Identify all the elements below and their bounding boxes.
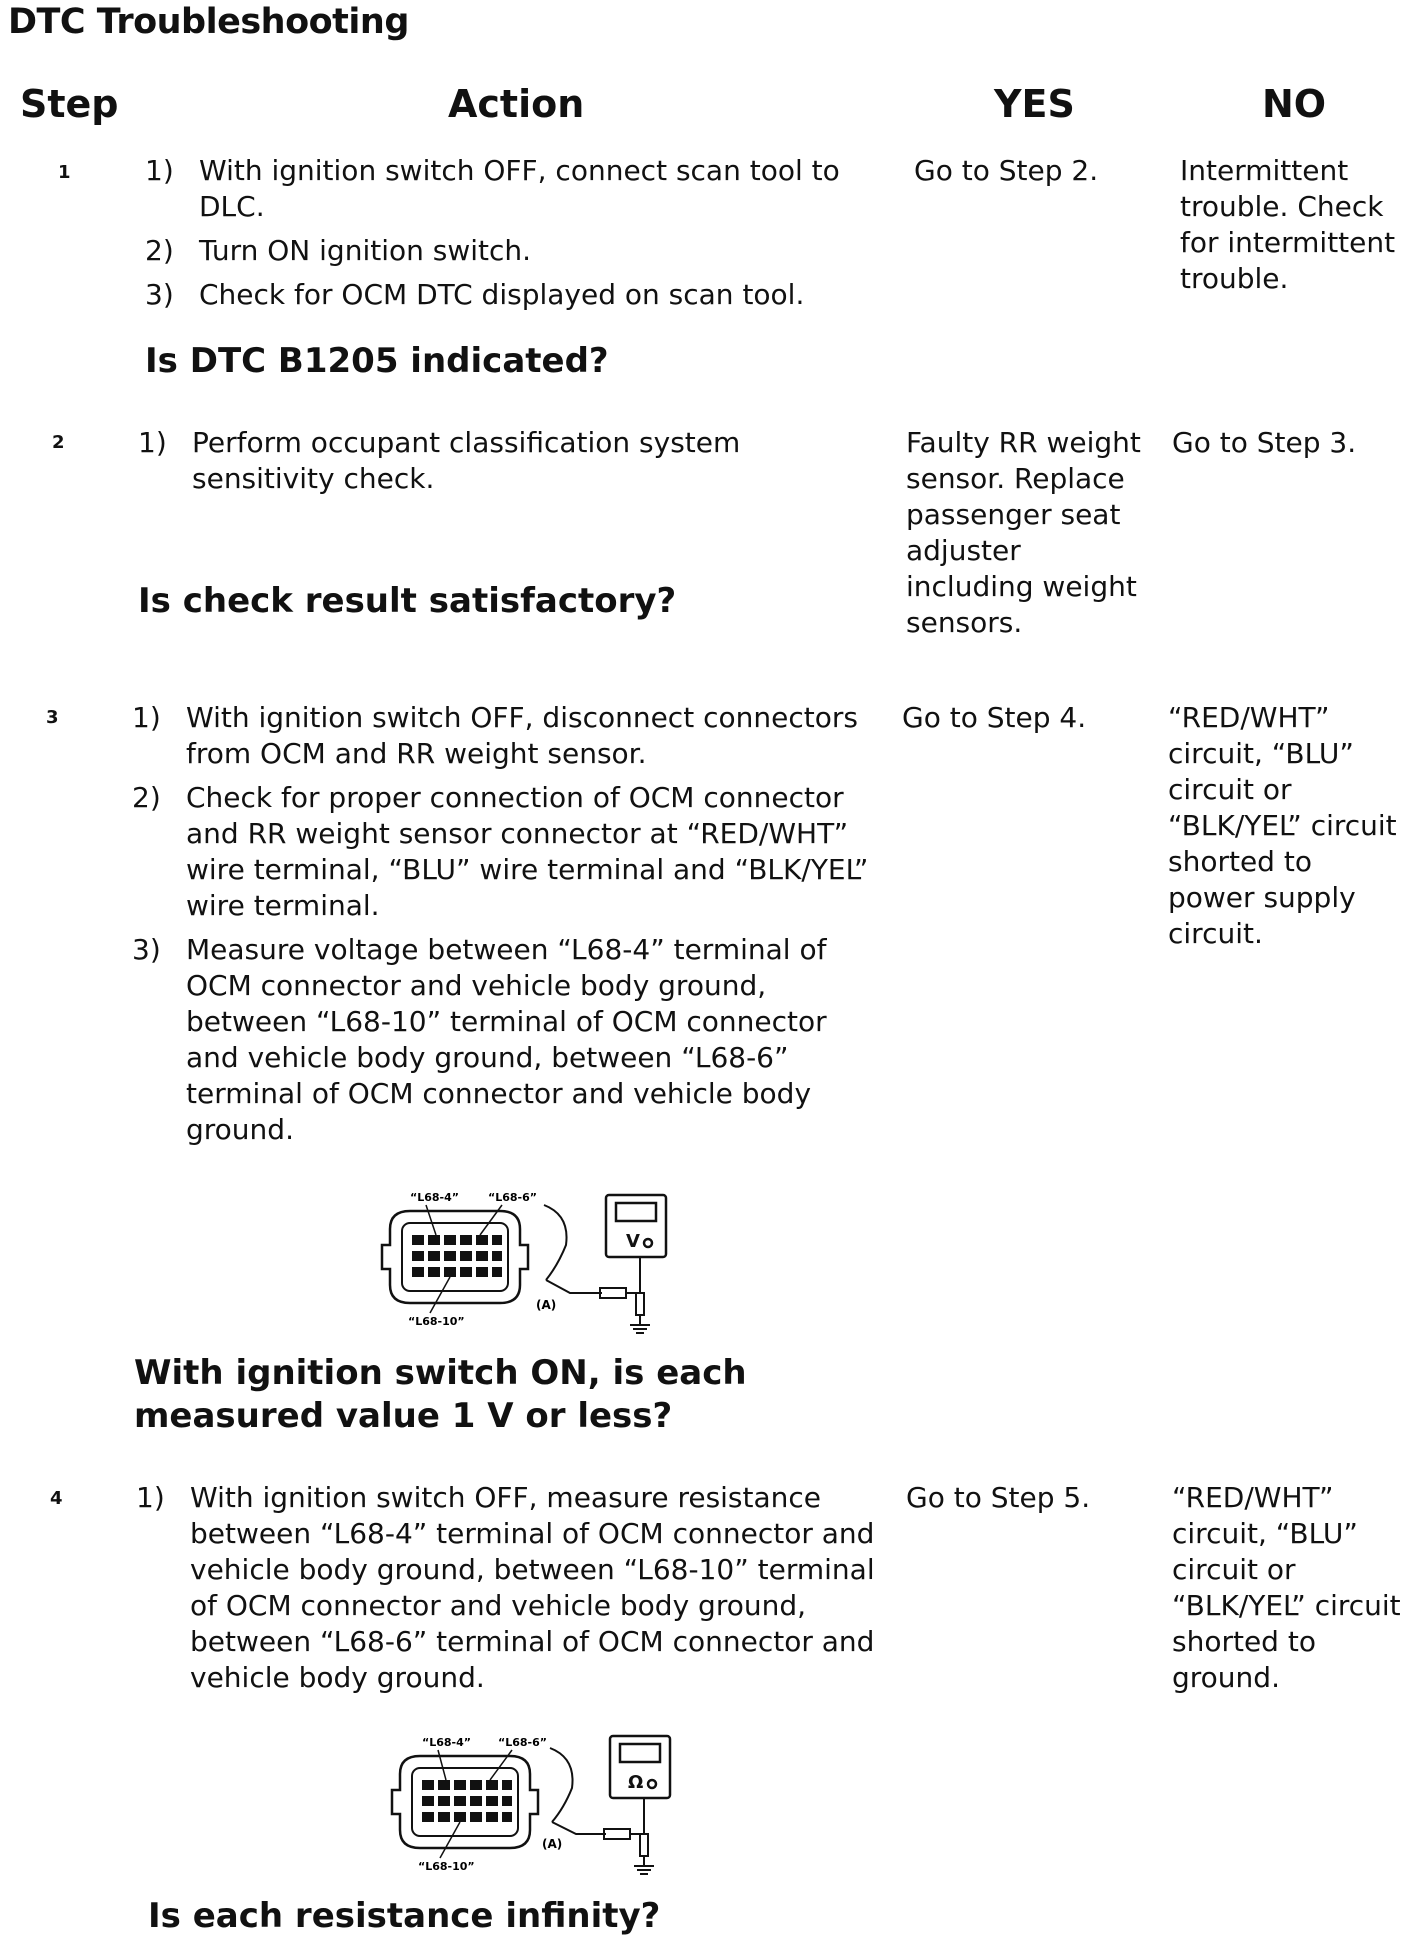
header-step: Step (20, 82, 119, 126)
step-number: 4 (50, 1488, 63, 1509)
header-yes: YES (994, 82, 1075, 126)
list-item: 2) Check for proper connection of OCM connector and RR weight sensor connector at “RED/WHT” wire terminal, “BLU” wire terminal and “BLK/YEL” wire terminal. (132, 781, 869, 922)
header-no: NO (1262, 82, 1327, 126)
yes-cell: Faulty RR weight sensor. Replace passenger seat adjuster including weight sensors. (906, 426, 1141, 639)
question: With ignition switch ON, is each measured value 1 V or less? (134, 1353, 747, 1436)
action-list (136, 1480, 876, 1704)
question: Is DTC B1205 indicated? (145, 341, 609, 381)
action-list (138, 425, 798, 505)
header-action: Action (448, 82, 585, 126)
svg-text:Ω: Ω (628, 1772, 644, 1793)
ohmmeter-icon (610, 1736, 670, 1798)
voltage-measurement-diagram (370, 1185, 690, 1335)
step-number: 3 (46, 707, 59, 728)
list-item: 2) Turn ON ignition switch. (145, 234, 532, 267)
page-title: DTC Troubleshooting (8, 2, 409, 42)
step-number: 2 (52, 432, 65, 453)
label-l68-4: “L68-4” (422, 1736, 471, 1749)
voltmeter-icon (606, 1195, 666, 1257)
label-a: (A) (542, 1837, 563, 1851)
label-l68-10: “L68-10” (408, 1315, 465, 1328)
label-l68-6: “L68-6” (488, 1191, 537, 1204)
no-cell: “RED/WHT” circuit, “BLU” circuit or “BLK/YEL” circuit shorted to ground. (1172, 1481, 1401, 1694)
action-list (145, 153, 885, 321)
list-item: 1) Perform occupant classification system sensitivity check. (138, 426, 741, 495)
list-item: 3) Measure voltage between “L68-4” terminal of OCM connector and vehicle body ground, between “L68-10” terminal of OCM connector and vehicle body ground, between “L68-6” terminal of OCM connector and vehicle body ground. (132, 933, 827, 1146)
list-item: 3) Check for OCM DTC displayed on scan tool. (145, 278, 805, 311)
yes-cell: Go to Step 5. (906, 1481, 1091, 1514)
no-cell: “RED/WHT” circuit, “BLU” circuit or “BLK/YEL” circuit shorted to power supply circuit. (1168, 701, 1397, 950)
ground-icon (630, 1257, 650, 1333)
yes-cell: Go to Step 4. (902, 701, 1087, 734)
label-l68-4: “L68-4” (410, 1191, 459, 1204)
list-item: 1) With ignition switch OFF, disconnect connectors from OCM and RR weight sensor. (132, 701, 858, 770)
list-item: 1) With ignition switch OFF, connect scan tool to DLC. (145, 154, 840, 223)
ground-icon (634, 1798, 654, 1874)
question: Is each resistance infinity? (148, 1896, 661, 1936)
action-list (132, 700, 872, 1156)
connector-icon (392, 1750, 538, 1858)
connector-icon (382, 1205, 528, 1313)
no-cell: Go to Step 3. (1172, 426, 1357, 459)
label-a: (A) (536, 1298, 557, 1312)
question: Is check result satisfactory? (138, 581, 677, 621)
resistance-measurement-diagram (380, 1730, 700, 1880)
list-item: 1) With ignition switch OFF, measure resistance between “L68-4” terminal of OCM connector and vehicle body ground, between “L68-10” terminal of OCM connector and vehicle body ground, between “L68-6” terminal of OCM connector and vehicle body ground. (136, 1481, 875, 1694)
label-l68-10: “L68-10” (418, 1860, 475, 1873)
step-number: 1 (58, 162, 71, 183)
no-cell: Intermittent trouble. Check for intermittent trouble. (1180, 154, 1396, 295)
yes-cell: Go to Step 2. (914, 154, 1099, 187)
label-l68-6: “L68-6” (498, 1736, 547, 1749)
svg-text:V: V (626, 1231, 640, 1252)
